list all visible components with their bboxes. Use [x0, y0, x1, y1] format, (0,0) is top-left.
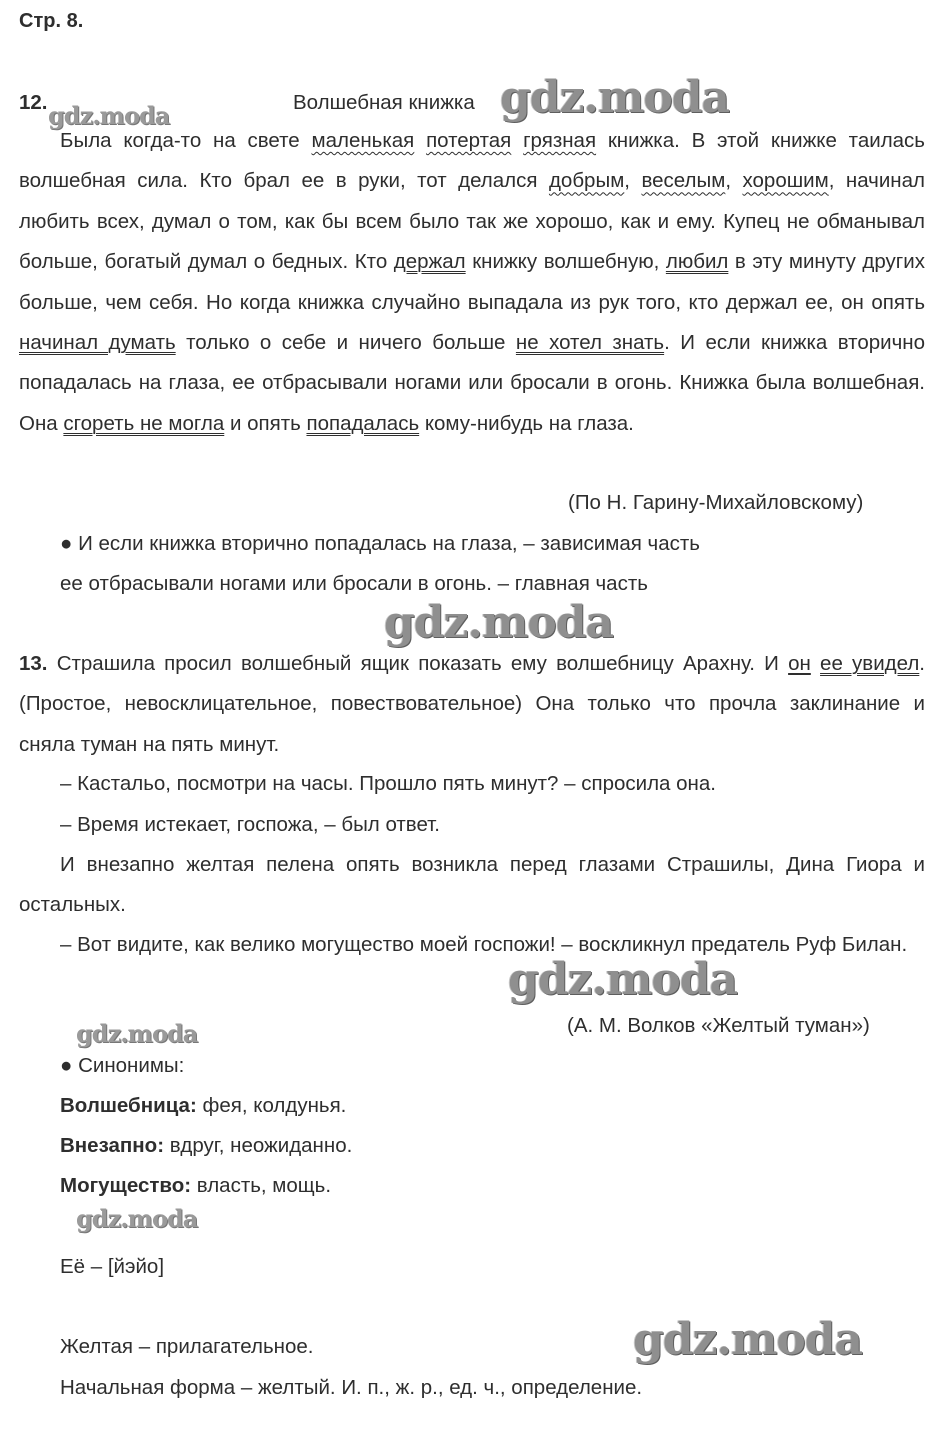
exercise-12-note-1: ● И если книжка вторично попадалась на глаза, – зависимая часть: [60, 532, 700, 555]
underlined-word: начинал думать: [19, 331, 176, 355]
synonyms-title: ● Синонимы:: [60, 1054, 185, 1077]
underlined-word: сгореть не могла: [63, 411, 225, 435]
text-segment: Была когда-то на свете: [60, 129, 312, 152]
text-segment: [414, 129, 426, 152]
underlined-word: ее увидел: [820, 652, 920, 675]
exercise-13-dialogue-2: – Время истекает, госпожа, – был ответ.: [60, 813, 440, 836]
underlined-word: веселым: [641, 169, 726, 193]
exercise-13-number: 13.: [19, 652, 48, 675]
page-label: Стр. 8.: [19, 10, 84, 32]
watermark-logo: gdz.moda: [48, 101, 170, 130]
synonym-term: Могущество:: [60, 1174, 192, 1197]
underlined-word: не хотел знать: [515, 331, 665, 355]
text-segment: [811, 652, 820, 675]
exercise-12-source: (По Н. Гарину-Михайловскому): [568, 491, 864, 514]
underlined-word: потертая: [426, 129, 512, 152]
text-segment: Страшила просил волшебный ящик показать ему волшебницу Арахну. И: [47, 652, 789, 675]
exercise-12-number: 12.: [19, 91, 48, 114]
underlined-word: добрым: [548, 169, 625, 193]
exercise-12-title: Волшебная книжка: [293, 91, 475, 114]
exercise-13-paragraph-2: И внезапно желтая пелена опять возникла перед глазами Страшилы, Дина Гиора и остальных.: [19, 853, 925, 917]
exercise-13-paragraph-1-text: [19, 652, 925, 756]
text-segment: кому-нибудь на глаза.: [419, 411, 634, 435]
synonym-definition: власть, мощь.: [191, 1174, 332, 1197]
synonym-term: Волшебница:: [60, 1094, 197, 1117]
watermark-logo: gdz.moda: [76, 1204, 198, 1233]
exercise-12-text: [19, 121, 925, 444]
underlined-word: он: [788, 652, 811, 675]
text-segment: в эту минуту других больше, чем себя. Но когда книжка случайно выпадала из рук того, кто держал ее, он опять: [19, 250, 925, 314]
synonym-term: Внезапно:: [60, 1134, 165, 1157]
exercise-13-source: (А. М. Волков «Желтый туман»): [567, 1014, 870, 1037]
watermark-logo: gdz.moda: [384, 597, 614, 648]
watermark-logo: gdz.moda: [76, 1019, 198, 1048]
synonym-definition: вдруг, неожиданно.: [164, 1134, 353, 1157]
text-segment: ,: [725, 169, 743, 193]
synonym-row-3: [60, 1166, 331, 1206]
underlined-word: маленькая: [311, 129, 415, 152]
synonym-row-2: [60, 1126, 352, 1166]
synonym-definition: фея, колдунья.: [196, 1094, 347, 1117]
watermark-logo: gdz.moda: [633, 1314, 863, 1365]
watermark-logo: gdz.moda: [500, 72, 730, 123]
adjective-note-1: Желтая – прилагательное.: [60, 1335, 314, 1358]
underlined-word: любил: [665, 250, 729, 274]
text-segment: . (Простое, невосклицательное, повествовательное) Она только что прочла заклинание и сняла туман на пять минут.: [19, 652, 925, 756]
exercise-13-paragraph-3: – Вот видите, как велико могущество моей госпожи! – воскликнул предатель Руф Билан.: [60, 933, 908, 956]
exercise-12-note-2: ее отбрасывали ногами или бросали в огонь. – главная часть: [60, 572, 648, 595]
text-segment: только о себе и ничего больше: [175, 331, 516, 355]
phonetic-transcription: Её – [йэйо]: [60, 1255, 165, 1278]
text-segment: , начинал любить всех, думал о том, как бы всем было так же хорошо, как и ему. Купец не обманывал больше, богатый думал о бедных. Кто: [19, 169, 925, 274]
underlined-word: попадалась: [306, 411, 420, 435]
text-segment: . И если книжка вторично попадалась на глаза, ее отбрасывали ногами или бросали в огонь. Книжка была волшебная. Она: [19, 331, 925, 435]
watermark-logo: gdz.moda: [508, 954, 738, 1005]
underlined-word: хорошим: [742, 169, 829, 193]
adjective-note-2: Начальная форма – желтый. И. п., ж. р., ед. ч., определение.: [60, 1376, 643, 1399]
underlined-word: держал: [393, 250, 466, 274]
synonym-row-1: [60, 1086, 346, 1126]
text-segment: книжка. В этой книжке таилась волшебная сила. Кто брал ее в руки, тот делался: [19, 129, 925, 193]
exercise-13-dialogue-1: – Кастальо, посмотри на часы. Прошло пять минут? – спросила она.: [60, 772, 716, 795]
text-segment: [511, 129, 523, 152]
text-segment: книжку волшебную,: [465, 250, 666, 274]
text-segment: и опять: [224, 411, 307, 435]
underlined-word: грязная: [523, 129, 597, 152]
exercise-13-paragraph-1: [19, 644, 925, 765]
text-segment: ,: [624, 169, 642, 193]
